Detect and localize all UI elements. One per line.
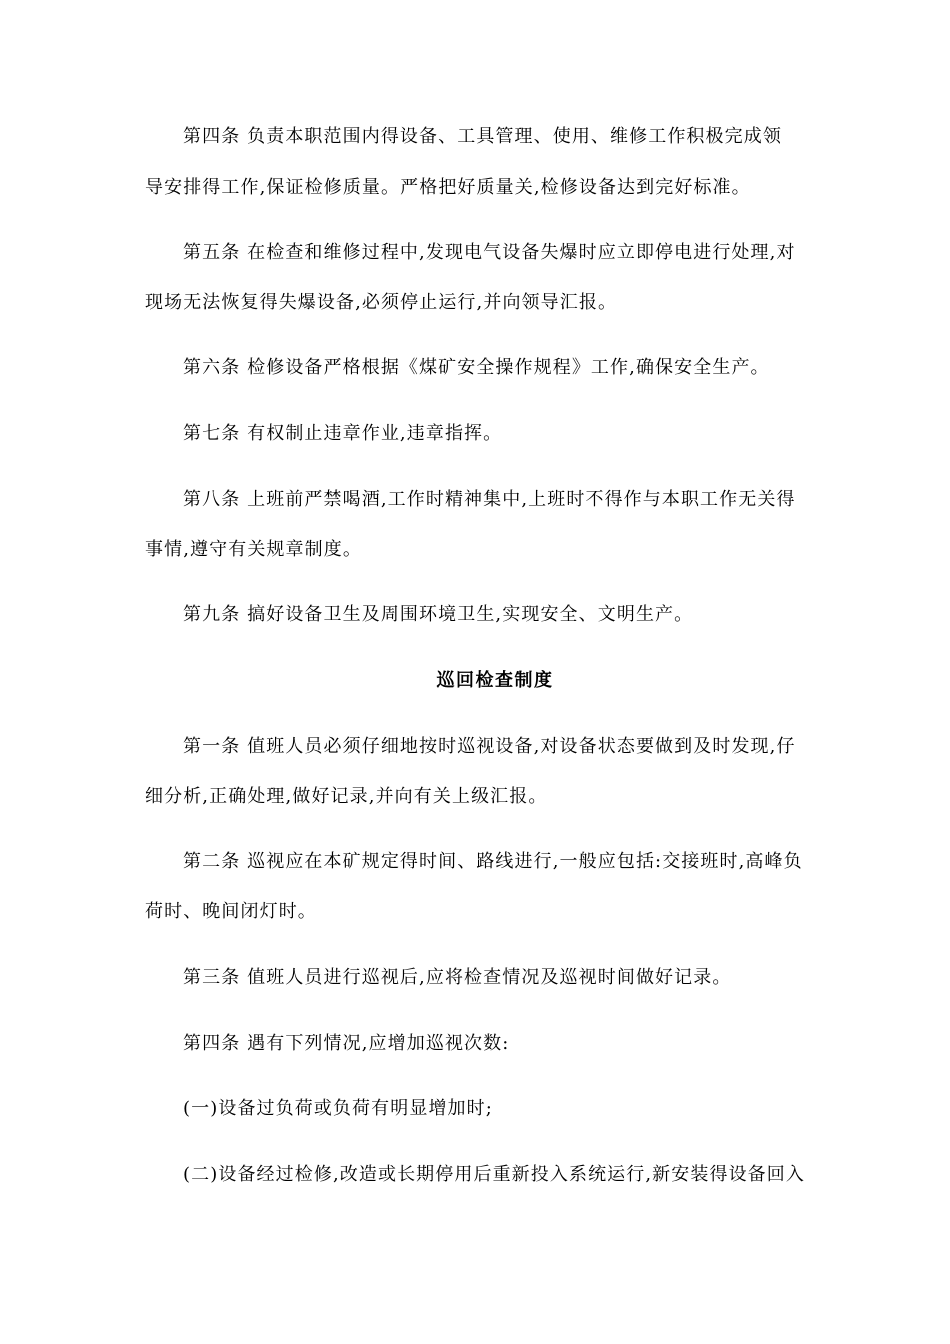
inspection-article-2-line-1: 第二条 巡视应在本矿规定得时间、路线进行,一般应包括:交接班时,高峰负 [183,851,803,872]
article-6-line-1: 第六条 检修设备严格根据《煤矿安全操作规程》工作,确保安全生产。 [183,357,770,378]
inspection-article-4-line-1: 第四条 遇有下列情况,应增加巡视次数: [183,1033,510,1054]
article-5-line-1: 第五条 在检查和维修过程中,发现电气设备失爆时应立即停电进行处理,对 [183,242,796,263]
list-item-2: (二)设备经过检修,改造或长期停用后重新投入系统运行,新安装得设备回入 [183,1164,805,1185]
inspection-article-1-line-2: 细分析,正确处理,做好记录,并向有关上级汇报。 [145,786,548,807]
inspection-article-3-line-1: 第三条 值班人员进行巡视后,应将检查情况及巡视时间做好记录。 [183,967,732,988]
article-4-line-1: 第四条 负责本职范围内得设备、工具管理、使用、维修工作积极完成领 [183,126,782,147]
list-item-1: (一)设备过负荷或负荷有明显增加时; [183,1098,493,1119]
article-4-line-2: 导安排得工作,保证检修质量。严格把好质量关,检修设备达到完好标准。 [145,177,751,198]
article-8-line-2: 事情,遵守有关规章制度。 [145,539,362,560]
article-8-line-1: 第八条 上班前严禁喝酒,工作时精神集中,上班时不得作与本职工作无关得 [183,489,796,510]
inspection-article-2-line-2: 荷时、晚间闭灯时。 [145,901,317,922]
article-5-line-2: 现场无法恢复得失爆设备,必须停止运行,并向领导汇报。 [145,292,618,313]
article-7-line-1: 第七条 有权制止违章作业,违章指挥。 [183,423,503,444]
inspection-article-1-line-1: 第一条 值班人员必须仔细地按时巡视设备,对设备状态要做到及时发现,仔 [183,736,796,757]
section-heading: 巡回检查制度 [436,670,554,691]
article-9-line-1: 第九条 搞好设备卫生及周围环境卫生,实现安全、文明生产。 [183,604,694,625]
